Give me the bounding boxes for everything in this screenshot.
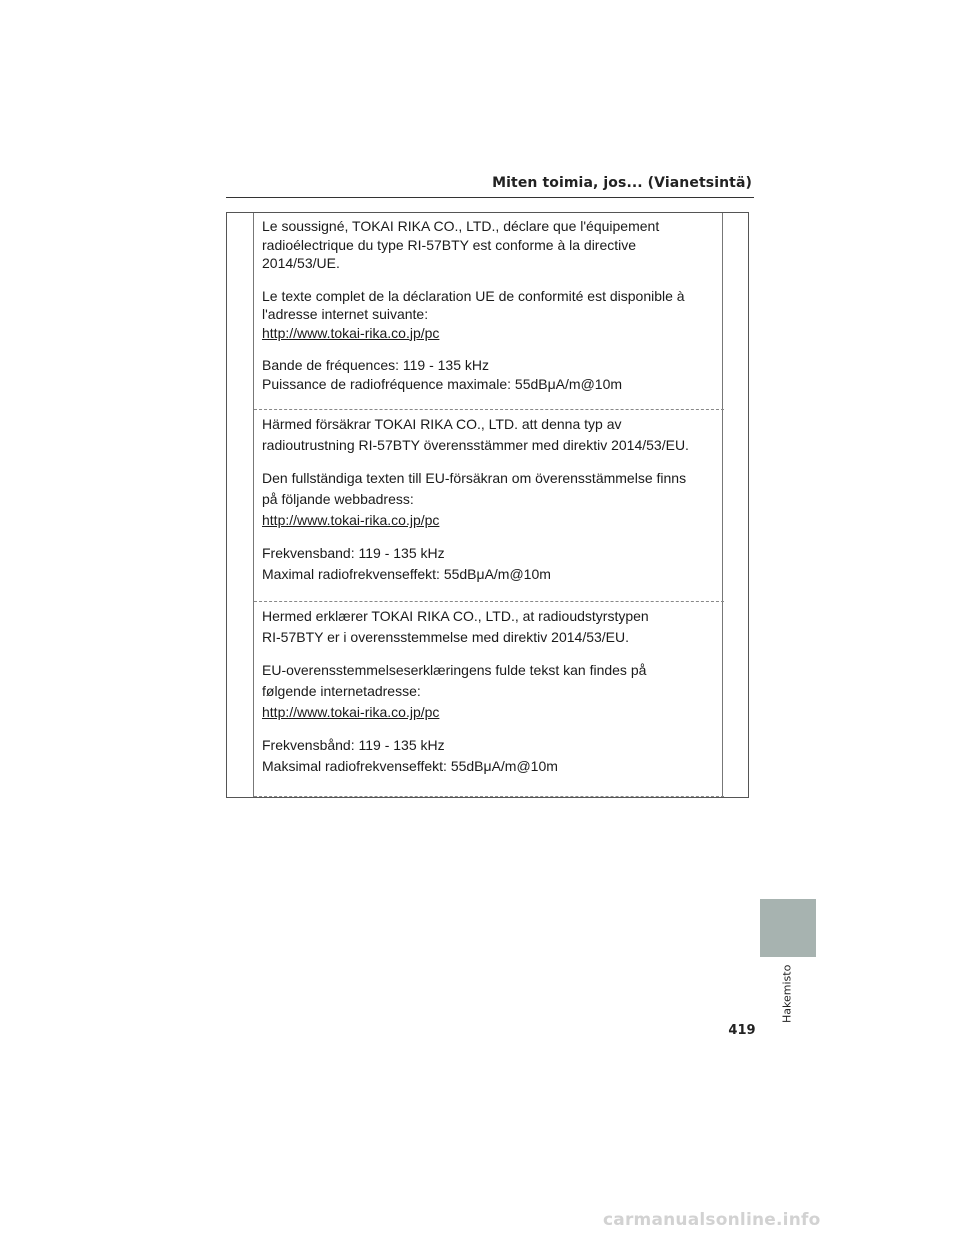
website-link[interactable]: http://www.tokai-rika.co.jp/pc <box>262 324 440 341</box>
watermark: carmanualsonline.info <box>603 1210 821 1230</box>
paragraph-full-text-info <box>262 660 702 723</box>
declaration-section-swedish <box>254 409 724 601</box>
paragraph-declaration <box>262 217 702 273</box>
declaration-section-norwegian <box>254 601 724 797</box>
index-side-label-text: Hakemisto <box>780 964 794 1023</box>
declaration-box <box>226 212 749 798</box>
text-line: Den fullständiga texten till EU-försäkran om överensstämmelse finns <box>262 470 687 486</box>
text-line: på följande webbadress: <box>262 491 414 507</box>
index-side-tab <box>760 899 816 957</box>
text-line: 2014/53/UE. <box>262 255 340 271</box>
text-line: Hermed erklærer TOKAI RIKA CO., LTD., at radioudstyrstypen <box>262 608 649 624</box>
paragraph-full-text-info <box>262 287 702 343</box>
declaration-section-french <box>254 213 724 409</box>
website-link[interactable]: http://www.tokai-rika.co.jp/pc <box>262 704 440 720</box>
text-line: følgende internetadresse: <box>262 683 421 699</box>
text-line: radioélectrique du type RI-57BTY est conforme à la directive <box>262 236 637 253</box>
paragraph-frequency-info <box>262 543 702 585</box>
paragraph-declaration <box>262 606 702 648</box>
website-link[interactable]: http://www.tokai-rika.co.jp/pc <box>262 512 440 528</box>
paragraph-frequency-info <box>262 356 702 393</box>
text-line: RI-57BTY er i overensstemmelse med direktiv 2014/53/EU. <box>262 629 630 645</box>
page-number: 419 <box>728 1023 756 1038</box>
text-line: Le soussigné, TOKAI RIKA CO., LTD., déclare que l'équipement <box>262 218 660 234</box>
text-line: l'adresse internet suivante: <box>262 306 429 322</box>
index-side-label <box>778 965 796 1023</box>
paragraph-full-text-info <box>262 468 702 531</box>
text-line: radioutrustning RI-57BTY överensstämmer med direktiv 2014/53/EU. <box>262 437 689 453</box>
text-line: Bande de fréquences: 119 - 135 kHz <box>262 357 490 373</box>
text-line: Frekvensbånd: 119 - 135 kHz <box>262 737 445 753</box>
text-line: Puissance de radiofréquence maximale: 55dBμA/m@10m <box>262 375 623 392</box>
text-line: Le texte complet de la déclaration UE de conformité est disponible à <box>262 287 685 304</box>
text-line: Härmed försäkrar TOKAI RIKA CO., LTD. att denna typ av <box>262 416 622 432</box>
paragraph-frequency-info <box>262 735 702 777</box>
text-line: Maksimal radiofrekvenseffekt: 55dBμA/m@10m <box>262 758 558 774</box>
page-header-title: Miten toimia, jos... (Vianetsintä) <box>492 175 752 191</box>
text-line: Maximal radiofrekvenseffekt: 55dBμA/m@10m <box>262 566 551 582</box>
text-line: EU-overensstemmelseserklæringens fulde tekst kan findes på <box>262 662 647 678</box>
text-line: Frekvensband: 119 - 135 kHz <box>262 545 445 561</box>
paragraph-declaration <box>262 414 702 456</box>
header-rule <box>226 197 754 198</box>
declaration-inner-frame <box>253 213 723 797</box>
